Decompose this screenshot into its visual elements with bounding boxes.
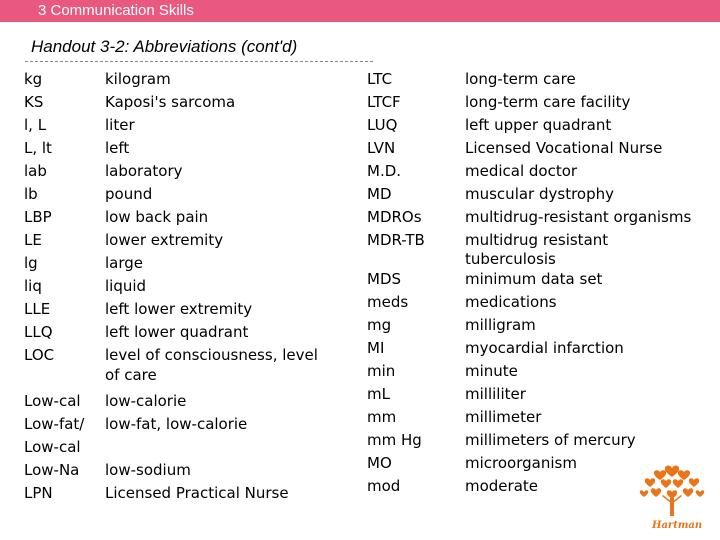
definition: low-sodium <box>105 461 191 479</box>
title-divider <box>25 61 373 62</box>
abbr-item: mm Hg <box>367 431 422 449</box>
section-gap <box>367 252 425 268</box>
abbr-item: meds <box>367 293 409 311</box>
definition: lower extremity <box>105 231 224 249</box>
abbr-item: Low-Na <box>24 461 80 479</box>
left-abbreviations-column <box>24 68 84 505</box>
abbr-item: KS <box>24 93 44 111</box>
abbr-item: M.D. <box>367 162 402 180</box>
abbr-item: MDROs <box>367 208 422 226</box>
definition: multidrug-resistant organisms <box>465 208 692 226</box>
definition: large <box>105 254 144 272</box>
abbr-item: LPN <box>24 484 53 502</box>
abbr-item: LTC <box>367 70 393 88</box>
abbr-item: MDS <box>367 270 402 288</box>
definition: millimeters of mercury <box>465 431 636 449</box>
abbr-item: Low-cal <box>24 392 81 410</box>
definition <box>465 229 691 268</box>
right-abbreviations-column <box>367 68 425 498</box>
abbr-item: liq <box>24 277 42 295</box>
header-bar <box>0 0 720 22</box>
abbr-item: MD <box>367 185 392 203</box>
abbr-item: LBP <box>24 208 52 226</box>
abbr-item: LLQ <box>24 323 53 341</box>
abbr-item: LE <box>24 231 42 249</box>
definition: low-calorie <box>105 392 187 410</box>
definition: left lower extremity <box>105 300 253 318</box>
definition: medical doctor <box>465 162 578 180</box>
abbr-item: kg <box>24 70 43 88</box>
abbr-item: L, lt <box>24 139 52 157</box>
definition: left lower quadrant <box>105 323 249 341</box>
definition: minimum data set <box>465 270 603 288</box>
definition: Licensed Practical Nurse <box>105 484 289 502</box>
definition: low back pain <box>105 208 209 226</box>
abbr-item: LLE <box>24 300 51 318</box>
abbr-item: LTCF <box>367 93 401 111</box>
definition: minute <box>465 362 518 380</box>
abbr-item: mg <box>367 316 392 334</box>
definition-line: level of consciousness, level <box>105 346 318 364</box>
abbr-item: min <box>367 362 396 380</box>
definition: left upper quadrant <box>465 116 612 134</box>
definition: liter <box>105 116 135 134</box>
abbr-item: Low-cal <box>24 438 81 456</box>
page-title: Handout 3-2: Abbreviations (cont'd) <box>31 37 298 56</box>
definition: liquid <box>105 277 147 295</box>
definition: kilogram <box>105 70 171 88</box>
definition: muscular dystrophy <box>465 185 614 203</box>
abbr-item: lb <box>24 185 38 203</box>
definition-line: multidrug resistant <box>465 231 609 249</box>
definition: medications <box>465 293 557 311</box>
definition: left <box>105 139 130 157</box>
definition-spacer <box>105 436 318 459</box>
definition-line: of care <box>105 366 157 384</box>
abbr-item: MO <box>367 454 392 472</box>
definition: low-fat, low-calorie <box>105 415 248 433</box>
abbr-item: lab <box>24 162 47 180</box>
abbr-item: mod <box>367 477 401 495</box>
abbr-item: LUQ <box>367 116 398 134</box>
definition: Kaposi's sarcoma <box>105 93 236 111</box>
definition: milligram <box>465 316 536 334</box>
definition: millimeter <box>465 408 542 426</box>
definition: myocardial infarction <box>465 339 624 357</box>
left-definitions-column <box>105 68 318 505</box>
definition: microorganism <box>465 454 577 472</box>
abbr-item: LVN <box>367 139 396 157</box>
definition-line: tuberculosis <box>465 250 556 268</box>
chapter-title: 3 Communication Skills <box>38 2 194 19</box>
definition: long-term care <box>465 70 576 88</box>
abbr-item: l, L <box>24 116 47 134</box>
definition: moderate <box>465 477 539 495</box>
definition: laboratory <box>105 162 183 180</box>
abbr-item: Low-fat/ <box>24 415 85 433</box>
abbr-item: MI <box>367 339 385 357</box>
definition: milliliter <box>465 385 526 403</box>
definition: long-term care facility <box>465 93 631 111</box>
right-definitions-column <box>465 68 691 498</box>
definition: Licensed Vocational Nurse <box>465 139 663 157</box>
abbr-item: LOC <box>24 346 55 364</box>
abbr-item: mm <box>367 408 397 426</box>
definition: pound <box>105 185 153 203</box>
abbr-item: MDR-TB <box>367 231 425 249</box>
abbr-item: mL <box>367 385 390 403</box>
abbr-item: lg <box>24 254 38 272</box>
logo-text: Hartman <box>652 520 703 531</box>
definition <box>105 344 318 390</box>
